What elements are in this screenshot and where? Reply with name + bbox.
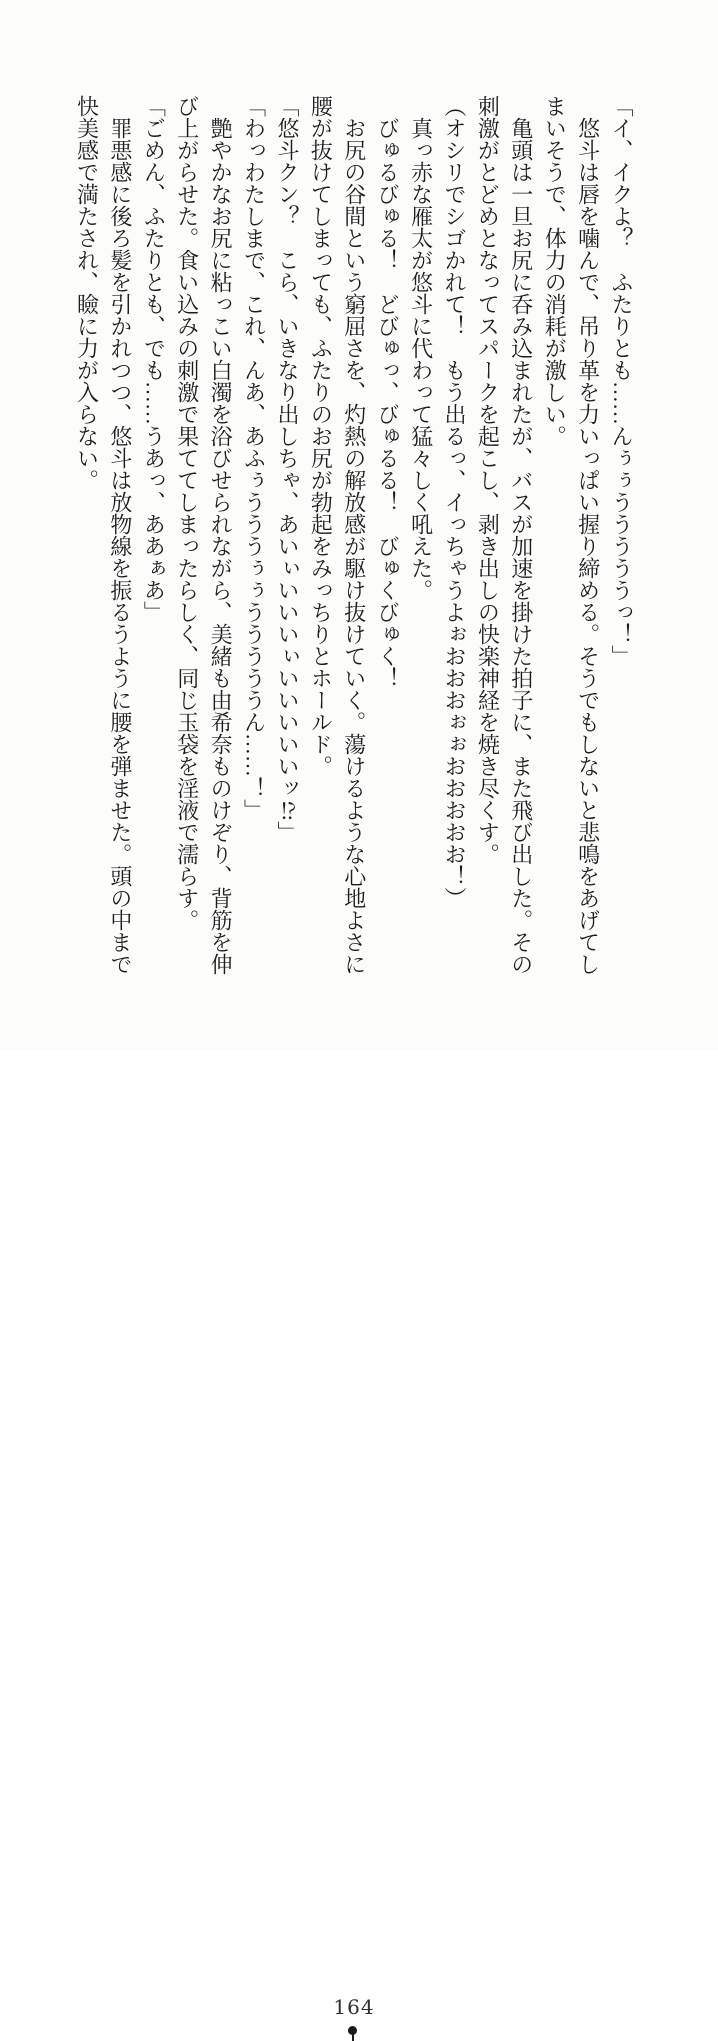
binding-mark-icon xyxy=(348,2026,357,2035)
text-column: 快美感で満たされ、瞼に力が入らない。 xyxy=(74,95,100,491)
text-column: 「わっわたしまで、これ、んあ、あふぅうううぅぅうううううん……！」 xyxy=(241,95,267,821)
text-column: 亀頭は一旦お尻に呑み込まれたが、バスが加速を掛けた拍子に、また飛び出した。その xyxy=(508,95,534,975)
text-column: 艶やかなお尻に粘っこい白濁を浴びせられながら、美緒も由希奈ものけぞり、背筋を伸 xyxy=(208,95,234,975)
page-footer xyxy=(0,990,718,2019)
text-column: びゅるびゅる！ どびゅっ、びゅるる！ びゅくびゅく！ xyxy=(375,95,401,689)
text-column: 「イ、イクよ？ ふたりとも……んぅぅうううううっ！」 xyxy=(609,95,634,667)
text-column: お尻の谷間という窮屈さを、灼熱の解放感が駆け抜けていく。蕩けるような心地よさに xyxy=(341,95,367,975)
text-column: 悠斗は唇を噛んで、吊り革を力いっぱい握り締める。そうでもしないと悲鳴をあげてし xyxy=(575,95,601,975)
text-column: まいそうで、体力の消耗が激しい。 xyxy=(542,95,568,447)
novel-text xyxy=(70,95,638,987)
text-column: 「悠斗クン？ こら、いきなり出しちゃ、あいぃいいいぃいいいいいッ⁉」 xyxy=(274,95,300,843)
text-column: 腰が抜けてしまっても、ふたりのお尻が勃起をみっちりとホールド。 xyxy=(308,95,334,777)
text-column: 真っ赤な雁太が悠斗に代わって猛々しく吼えた。 xyxy=(408,95,434,601)
page-number: 164 xyxy=(333,1995,375,2019)
text-column: （オシリでシゴかれて！ もう出るっ、イっちゃうよぉおおおぉぉおおおおお！） xyxy=(441,95,467,909)
text-column: 「ごめん、ふたりとも、でも……うあっ、ああぁあ」 xyxy=(141,95,167,623)
text-column: び上がらせた。食い込みの刺激で果ててしまったらしく、同じ玉袋を淫液で濡らす。 xyxy=(174,95,200,931)
text-column: 刺激がとどめとなってスパークを起こし、剥き出しの快楽神経を焼き尽くす。 xyxy=(475,95,501,865)
text-column: 罪悪感に後ろ髪を引かれつつ、悠斗は放物線を振るうように腰を弾ませた。頭の中まで xyxy=(107,95,133,975)
